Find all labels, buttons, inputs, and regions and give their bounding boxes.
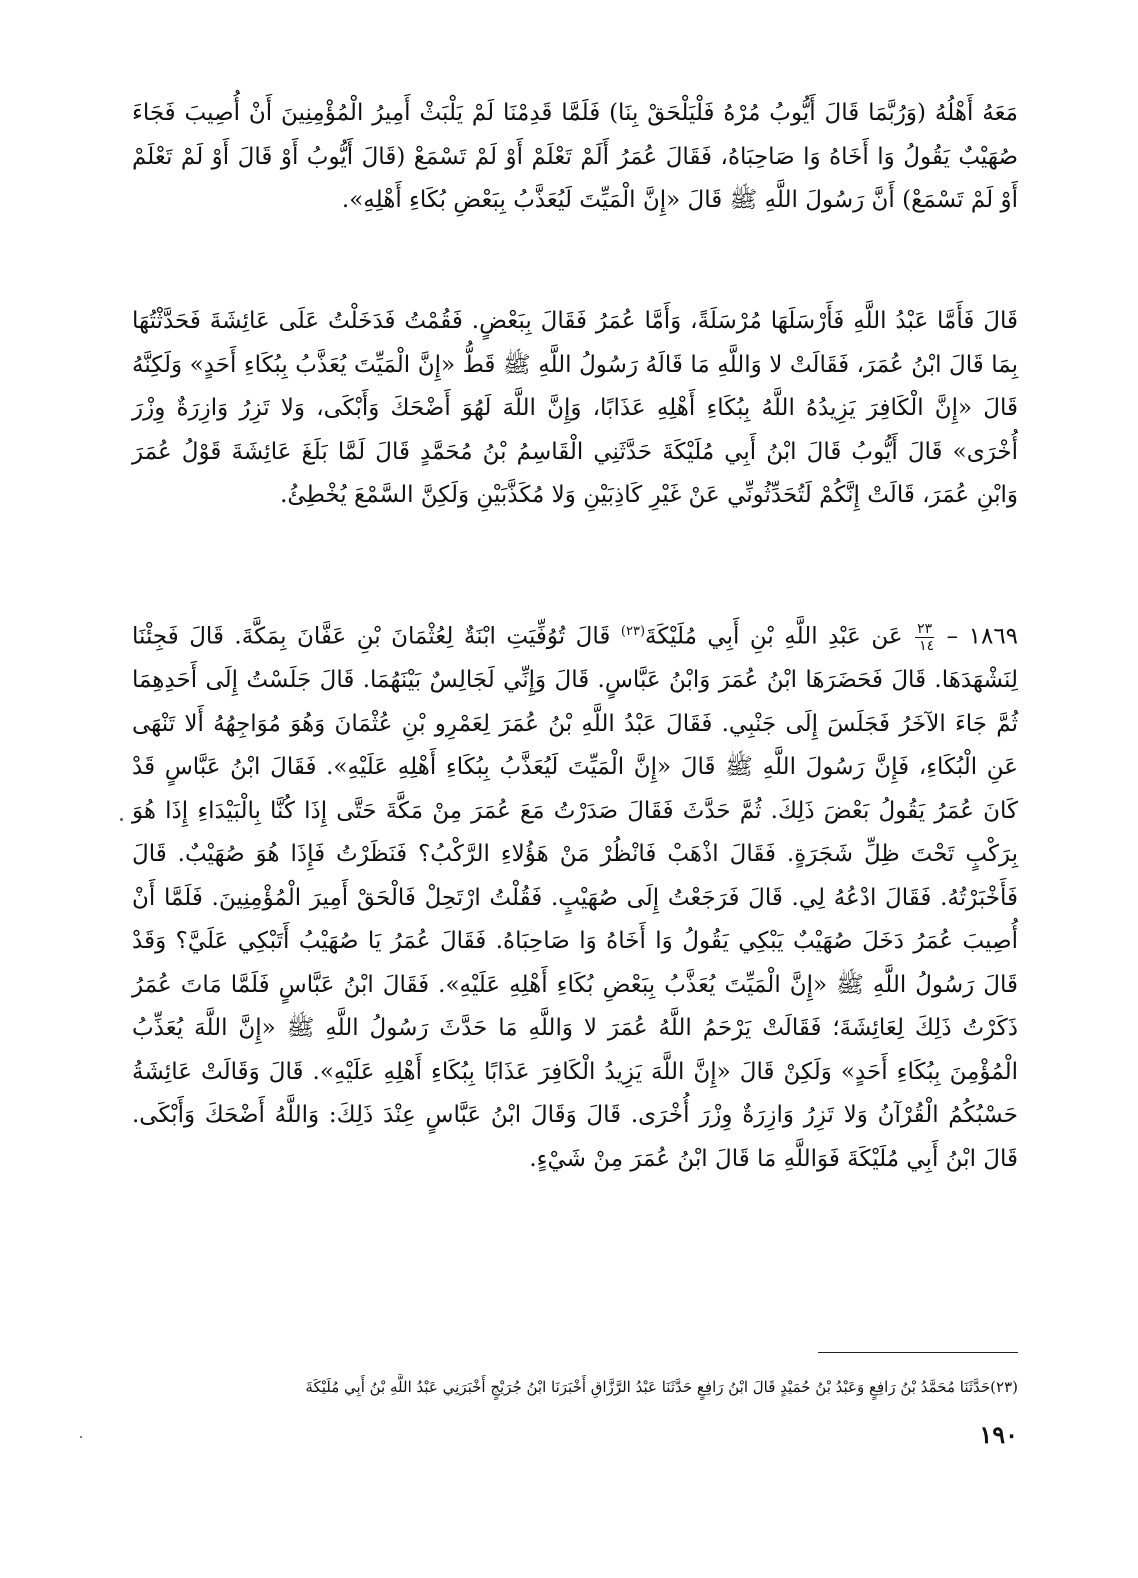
scan-speck: [80, 1436, 82, 1438]
page-number: ١٩٠: [979, 1420, 1018, 1449]
hadith-text: قَالَ تُوُفِّيَتِ ابْنَةٌ لِعُثْمَانَ بْنِ عَفَّانَ بِمَكَّةَ. قَالَ فَجِئْنَا لِنَشْهَدَهَا. قَالَ فَحَضَرَهَا ابْنُ عُمَرَ وَابْنُ عَبَّاسٍ. قَالَ وَإِنِّي لَجَالِسٌ بَيْنَهُمَا. قَالَ جَلَسْتُ إِلَى أَحَدِهِمَا ثُمَّ جَاءَ الآخَرُ فَجَلَسَ إِلَى جَنْبِي. فَقَالَ عَبْدُ اللَّهِ بْنُ عُمَرَ لِعَمْرِو بْنِ عُثْمَانَ وَهُوَ مُوَاجِهُهُ أَلا تَنْهَى عَنِ الْبُكَاءِ، فَإِنَّ رَسُولَ اللَّهِ ﷺ قَالَ «إِنَّ الْمَيِّتَ لَيُعَذَّبُ بِبُكَاءِ أَهْلِهِ عَلَيْهِ». فَقَالَ ابْنُ عَبَّاسٍ قَدْ كَانَ عُمَرُ يَقُولُ بَعْضَ ذَلِكَ. ثُمَّ حَدَّثَ فَقَالَ صَدَرْتُ مَعَ عُمَرَ مِنْ مَكَّةَ حَتَّى إِذَا كُنَّا بِالْبَيْدَاءِ إِذَا هُوَ بِرَكْبٍ تَحْتَ ظِلِّ شَجَرَةٍ. فَقَالَ اذْهَبْ فَانْظُرْ مَنْ هَؤُلاءِ الرَّكْبُ؟ فَنَظَرْتُ فَإِذَا هُوَ صُهَيْبٌ. قَالَ فَأَخْبَرْتُهُ. فَقَالَ ادْعُهُ لِي. قَالَ فَرَجَعْتُ إِلَى صُهَيْبٍ. فَقُلْتُ ارْتَحِلْ فَالْحَقْ أَمِيرَ الْمُؤْمِنِينَ. فَلَمَّا أَنْ أُصِيبَ عُمَرُ دَخَلَ صُهَيْبٌ يَبْكِي يَقُولُ وَا أَخَاهُ وَا صَاحِبَاهُ. فَقَالَ عُمَرُ يَا صُهَيْبُ أَتَبْكِي عَلَيَّ؟ وَقَدْ قَالَ رَسُولُ اللَّهِ ﷺ «إِنَّ الْمَيِّتَ يُعَذَّبُ بِبَعْضِ بُكَاءِ أَهْلِهِ عَلَيْهِ». فَقَالَ ابْنُ عَبَّاسٍ فَلَمَّا مَاتَ عُمَرُ ذَكَرْتُ ذَلِكَ لِعَائِشَةَ؛ فَقَالَتْ يَرْحَمُ اللَّهُ عُمَرَ لا وَاللَّهِ مَا حَدَّثَ رَسُولُ اللَّهِ ﷺ «إِنَّ اللَّهَ يُعَذِّبُ الْمُؤْمِنَ بِبُكَاءِ أَحَدٍ» وَلَكِنْ قَالَ «إِنَّ اللَّهَ يَزِيدُ الْكَافِرَ عَذَابًا بِبُكَاءِ أَهْلِهِ عَلَيْهِ». قَالَ وَقَالَتْ عَائِشَةُ حَسْبُكُمُ الْقُرْآنُ وَلا تَزِرُ وَازِرَةٌ وِزْرَ أُخْرَى. قَالَ وَقَالَ ابْنُ عَبَّاسٍ عِنْدَ ذَلِكَ: وَاللَّهُ أَضْحَكَ وَأَبْكَى. قَالَ ابْنُ أَبِي مُلَيْكَةَ فَوَاللَّهِ مَا قَالَ ابْنُ عُمَرَ مِنْ شَيْءٍ.: [132, 623, 1018, 1172]
hadith-number: ١٨٦٩ –: [946, 623, 1019, 650]
footnote-ref: (٢٣): [620, 624, 646, 639]
paragraph-2-text: قَالَ فَأَمَّا عَبْدُ اللَّهِ فَأَرْسَلَهَا مُرْسَلَةً، وَأَمَّا عُمَرُ فَقَالَ بِبَعْضٍ. فَقُمْتُ فَدَخَلْتُ عَلَى عَائِشَةَ فَحَدَّثْتُهَا بِمَا قَالَ ابْنُ عُمَرَ، فَقَالَتْ لا وَاللَّهِ مَا قَالَهُ رَسُولُ اللَّهِ ﷺ قَطُّ «إِنَّ الْمَيِّتَ يُعَذَّبُ بِبُكَاءِ أَحَدٍ» وَلَكِنَّهُ قَالَ «إِنَّ الْكَافِرَ يَزِيدُهُ اللَّهُ بِبُكَاءِ أَهْلِهِ عَذَابًا، وَإِنَّ اللَّهَ لَهُوَ أَضْحَكَ وَأَبْكَى، وَلا تَزِرُ وَازِرَةٌ وِزْرَ أُخْرَى» قَالَ أَيُّوبُ قَالَ ابْنُ أَبِي مُلَيْكَةَ حَدَّثَنِي الْقَاسِمُ بْنُ مُحَمَّدٍ قَالَ لَمَّا بَلَغَ عَائِشَةَ قَوْلُ عُمَرَ وَابْنِ عُمَرَ، قَالَتْ إِنَّكُمْ لَتُحَدِّثُونِّي عَنْ غَيْرِ كَاذِبَيْنِ وَلا مُكَذَّبَيْنِ وَلَكِنَّ السَّمْعَ يُخْطِئُ.: [132, 308, 1018, 508]
paragraph-2: [132, 300, 1018, 518]
hadith-fraction: [915, 622, 934, 653]
paragraph-1-text: مَعَهُ أَهْلُهُ (وَرُبَّمَا قَالَ أَيُّوبُ مُرْهُ فَلْيَلْحَقْ بِنَا) فَلَمَّا قَدِمْنَا لَمْ يَلْبَثْ أَمِيرُ الْمُؤْمِنِينَ أَنْ أُصِيبَ فَجَاءَ صُهَيْبٌ يَقُولُ وَا أَخَاهُ وَا صَاحِبَاهُ، فَقَالَ عُمَرُ أَلَمْ تَعْلَمْ أَوْ لَمْ تَسْمَعْ (قَالَ أَيُّوبُ أَوْ قَالَ أَوْ لَمْ تَعْلَمْ أَوْ لَمْ تَسْمَعْ) أَنَّ رَسُولَ اللَّهِ ﷺ قَالَ «إِنَّ الْمَيِّتَ لَيُعَذَّبُ بِبَعْضِ بُكَاءِ أَهْلِهِ».: [132, 100, 1019, 213]
scan-speck: [120, 818, 123, 821]
paragraph-1: [132, 92, 1018, 223]
hadith-isnad: عَن عَبْدِ اللَّهِ بْنِ أَبِي مُلَيْكَةَ: [645, 623, 903, 650]
footnote: (٢٣)حَدَّثَنَا مُحَمَّدُ بْنُ رَافِعٍ وَعَبْدُ بْنُ حُمَيْدٍ قَالَ ابْنُ رَافِعٍ حَدَّثَنَا عَبْدُ الرَّزَّاقِ أَخْبَرَنَا ابْنُ جُرَيْجٍ أَخْبَرَنِي عَبْدُ اللَّهِ بْنُ أَبِي مُلَيْكَةَ: [305, 1378, 1018, 1396]
fraction-denominator: ١٤: [919, 638, 935, 655]
fraction-numerator: ٢٣: [917, 621, 933, 638]
footnote-divider: [818, 1352, 1018, 1353]
hadith-1869: [132, 610, 1018, 1181]
